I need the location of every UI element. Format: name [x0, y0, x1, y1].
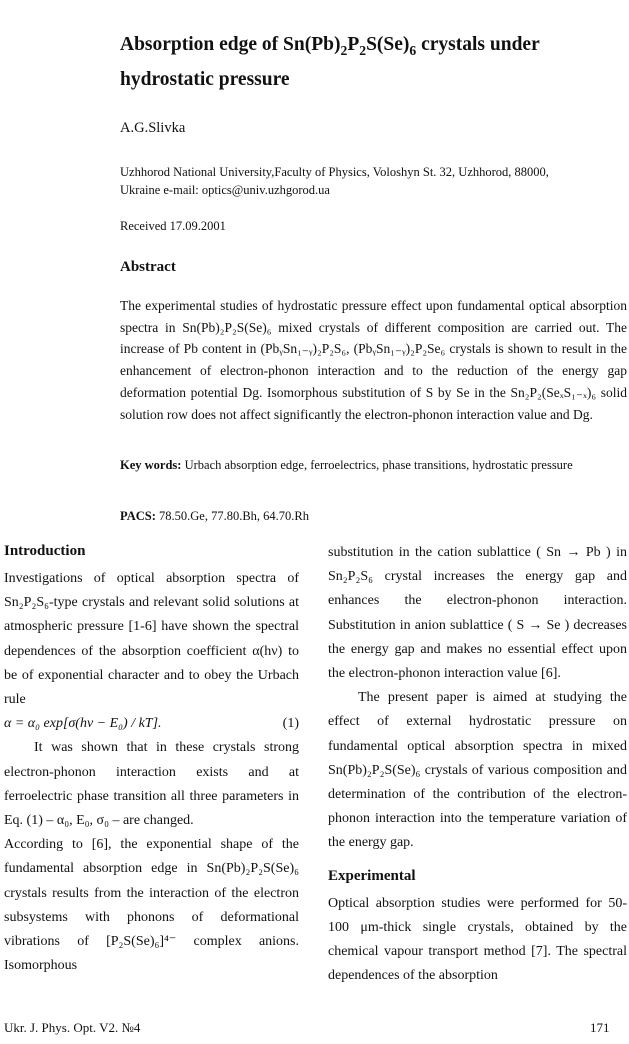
title-line-1: Absorption edge of $Sn(Pb)_2P_2S(Se)_6$ crystals under — [120, 34, 540, 58]
right-paragraph-2: The present paper is aimed at studying the effect of external hydrostatic pressure on fundamental optical absorption spectra in mixed Sn(Pb)₂P₂S(Se)₆ crystals of various composition and determination of the contribution of the electron-phonon interaction into the temperature variation of the energy gap. — [328, 690, 627, 851]
footer-journal: Ukr. J. Phys. Opt. V2. №4 — [4, 1020, 141, 1035]
paper-title — [120, 27, 590, 97]
abstract-text: The experimental studies of hydrostatic pressure effect upon fundamental optical absorption spectra in Sn(Pb)₂P₂S(Se)₆ mixed crystals of different composition are carried out. The increase of Pb content in (PbᵧSn₁₋ᵧ)₂P₂S₆, (PbᵧSn₁₋ᵧ)₂P₂Se₆ crystals is shown to result in the enhancement of electron-phonon interaction and to the reduction of the energy gap deformation potential Dg. Isomorphous substitution of S by Se in the Sn₂P₂(SeₓS₁₋ₓ)₆ solid solution row does not affect significantly the electron-phonon interaction value and Dg. — [120, 298, 627, 422]
keywords — [120, 458, 627, 473]
abstract-heading: Abstract — [120, 259, 176, 275]
equation-1 — [4, 712, 299, 736]
introduction-heading: Introduction — [4, 543, 86, 559]
pacs-text: 78.50.Ge, 77.80.Bh, 64.70.Rh — [159, 509, 310, 523]
pacs — [120, 509, 309, 524]
title-line-2: hydrostatic pressure — [120, 69, 290, 90]
intro-paragraph-2: It was shown that in these crystals strong electron-phonon interaction exists and at ferroelectric phase transition all three parameters in Eq. (1) – α₀, E₀, σ₀ – are changed. — [4, 740, 299, 829]
section-spacer — [328, 856, 627, 866]
left-column — [4, 541, 299, 978]
intro-paragraph-1: Investigations of optical absorption spectra of Sn₂P₂S₆-type crystals and relevant solid solutions at atmospheric pressure [1-6] have shown the spectral dependences of the absorption coefficient α(hν) to be of exponential character and to obey the Urbach rule — [4, 571, 299, 708]
right-paragraph-3: Optical absorption studies were performed for 50-100 μm-thick single crystals, obtained by the chemical vapour transport method [7]. The spectral dependences of the absorption — [328, 895, 627, 984]
equation-text: α = α₀ exp[σ(hν − E₀) / kT]. — [4, 716, 162, 732]
intro-paragraph-3: According to [6], the exponential shape of the fundamental absorption edge in Sn(Pb)₂P₂S(Se)₆ crystals results from the interaction of the electron subsystems with phonons of deformational vibrations of [P₂S(Se)₆]⁴⁻ complex anions. Isomorphous — [4, 837, 299, 974]
author: A.G.Slivka — [120, 120, 186, 136]
affiliation-line-2: Ukraine e-mail: optics@univ.uzhgorod.ua — [120, 183, 330, 197]
keywords-text: Urbach absorption edge, ferroelectrics, phase transitions, hydrostatic pressure — [184, 458, 573, 472]
right-paragraph-1: substitution in the cation sublattice ( Sn → Pb ) in Sn₂P₂S₆ crystal increases the energy gap and enhances the electron-phonon interaction. Substitution in anion sublattice ( S → Se ) decreases the energy gap and makes no essential effect upon the electron-phonon interaction value [6]. — [328, 545, 627, 682]
affiliation-line-1: Uzhhorod National University,Faculty of Physics, Voloshyn St. 32, Uzhhorod, 88000, — [120, 165, 549, 179]
received-date: Received 17.09.2001 — [120, 219, 226, 233]
right-column — [328, 541, 627, 988]
keywords-label: Key words: — [120, 458, 182, 472]
pacs-label: PACS: — [120, 509, 156, 523]
affiliation — [120, 163, 620, 199]
equation-number: (1) — [282, 716, 299, 732]
footer-page-number: 171 — [590, 1020, 610, 1035]
experimental-heading: Experimental — [328, 867, 416, 884]
